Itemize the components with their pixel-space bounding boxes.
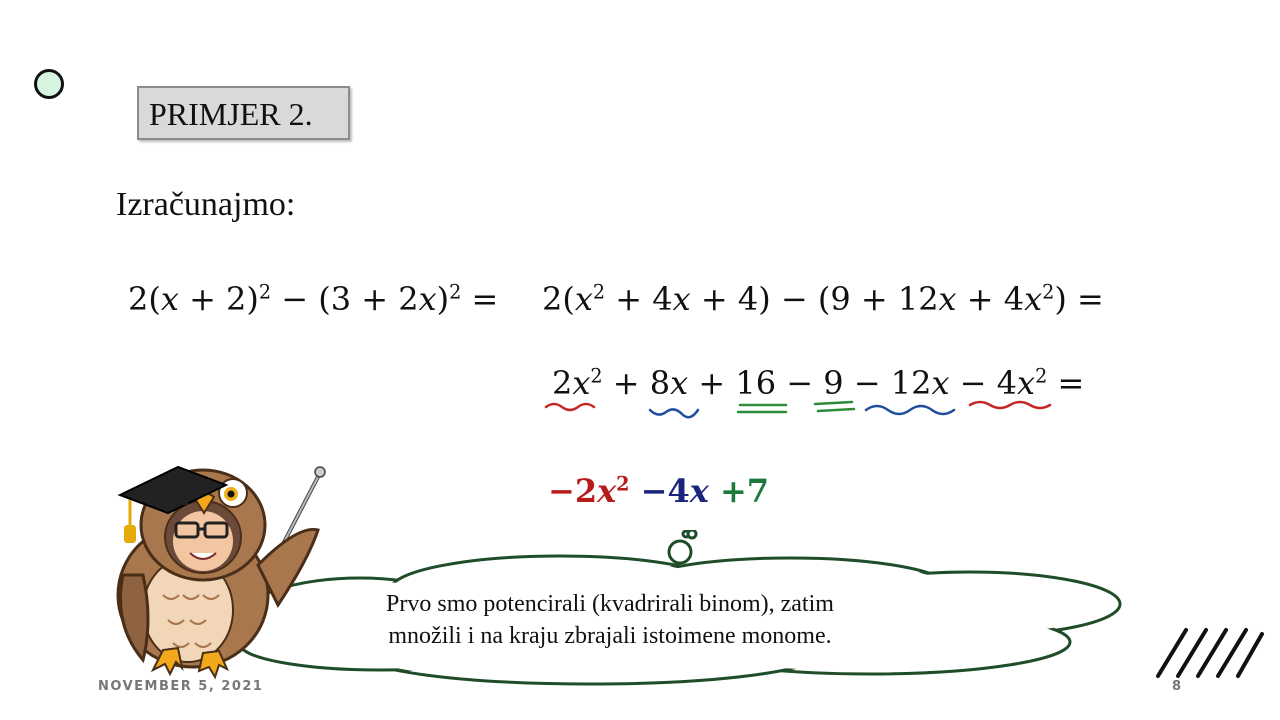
cloud-text-line-2: množili i na kraju zbrajali istoimene monome. — [388, 623, 832, 649]
red-squiggle-1 — [546, 404, 594, 410]
decorative-slashes — [1150, 626, 1270, 682]
result-expression: $-2x^2 -4x +7$ — [548, 472, 770, 510]
red-squiggle-2 — [970, 402, 1050, 408]
footer-date: NOVEMBER 5, 2021 — [98, 679, 264, 694]
intro-text: Izračunajmo: — [116, 186, 296, 223]
equation-line-1-left: $2(x + 2)^2 - (3 + 2x)^2$ = — [128, 280, 499, 318]
green-double-2a — [815, 402, 852, 404]
footer-page-number: 8 — [1172, 679, 1182, 694]
blue-squiggle-2 — [866, 406, 954, 414]
cloud-text-line-1: Prvo smo potencirali (kvadrirali binom), zatim — [386, 591, 834, 617]
slide-title: PRIMJER 2. — [137, 86, 350, 140]
thought-bubble-small — [688, 530, 696, 538]
thought-bubble-large — [669, 541, 691, 563]
equation-line-2: $2x^2 + 8x + 16 - 9 - 12x - 4x^2$ = — [552, 364, 1085, 402]
cloud-text — [300, 588, 920, 652]
equation-line-1-right: $2(x^2 + 4x + 4) - (9 + 12x + 4x^2)$ = — [542, 280, 1104, 318]
green-double-2b — [818, 409, 854, 411]
blue-squiggle-1 — [650, 409, 698, 417]
owl-teacher-illustration — [108, 445, 328, 680]
